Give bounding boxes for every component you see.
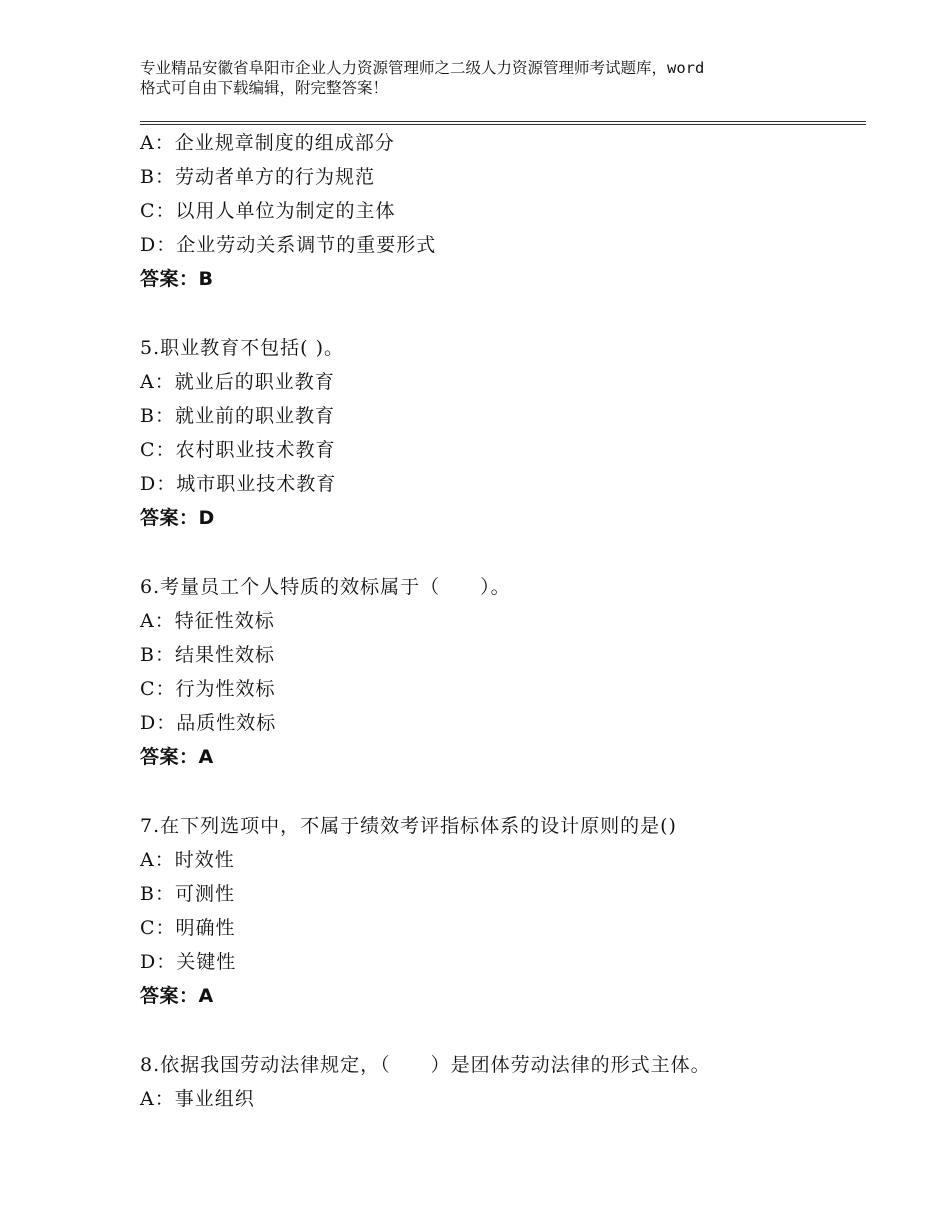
q4-option-a: A：企业规章制度的组成部分	[140, 132, 395, 154]
q7-option-d: D：关键性	[140, 951, 237, 973]
q7-stem: 7.在下列选项中，不属于绩效考评指标体系的设计原则的是()	[140, 815, 677, 837]
q5-stem: 5.职业教育不包括( )。	[140, 337, 344, 359]
q8-stem: 8.依据我国劳动法律规定，（ ）是团体劳动法律的形式主体。	[140, 1054, 711, 1076]
q4-answer: 答案：B	[140, 268, 214, 290]
header-line-2: 格式可自由下载编辑，附完整答案！	[140, 79, 389, 97]
q7-option-c: C：明确性	[140, 917, 236, 939]
header-line-1: 专业精品安徽省阜阳市企业人力资源管理师之二级人力资源管理师考试题库，word	[140, 59, 705, 77]
q4-option-b: B：劳动者单方的行为规范	[140, 166, 375, 188]
q6-option-a: A：特征性效标	[140, 610, 275, 632]
q5-answer: 答案：D	[140, 507, 215, 529]
q7-option-b: B：可测性	[140, 883, 235, 905]
q5-option-b: B：就业前的职业教育	[140, 405, 335, 427]
q4-option-d: D：企业劳动关系调节的重要形式	[140, 234, 437, 256]
header-divider-bottom	[140, 124, 866, 125]
header-divider-top	[140, 121, 866, 122]
document-header	[140, 58, 830, 98]
q6-option-c: C：行为性效标	[140, 678, 276, 700]
q5-option-c: C：农村职业技术教育	[140, 439, 336, 461]
q6-stem: 6.考量员工个人特质的效标属于（ ）。	[140, 576, 511, 598]
q5-option-d: D：城市职业技术教育	[140, 473, 337, 495]
q5-option-a: A：就业后的职业教育	[140, 371, 335, 393]
q6-option-d: D：品质性效标	[140, 712, 277, 734]
q7-answer: 答案：A	[140, 985, 214, 1007]
q6-option-b: B：结果性效标	[140, 644, 275, 666]
q4-option-c: C：以用人单位为制定的主体	[140, 200, 396, 222]
q8-option-a: A：事业组织	[140, 1088, 255, 1110]
q7-option-a: A：时效性	[140, 849, 235, 871]
q6-answer: 答案：A	[140, 746, 214, 768]
